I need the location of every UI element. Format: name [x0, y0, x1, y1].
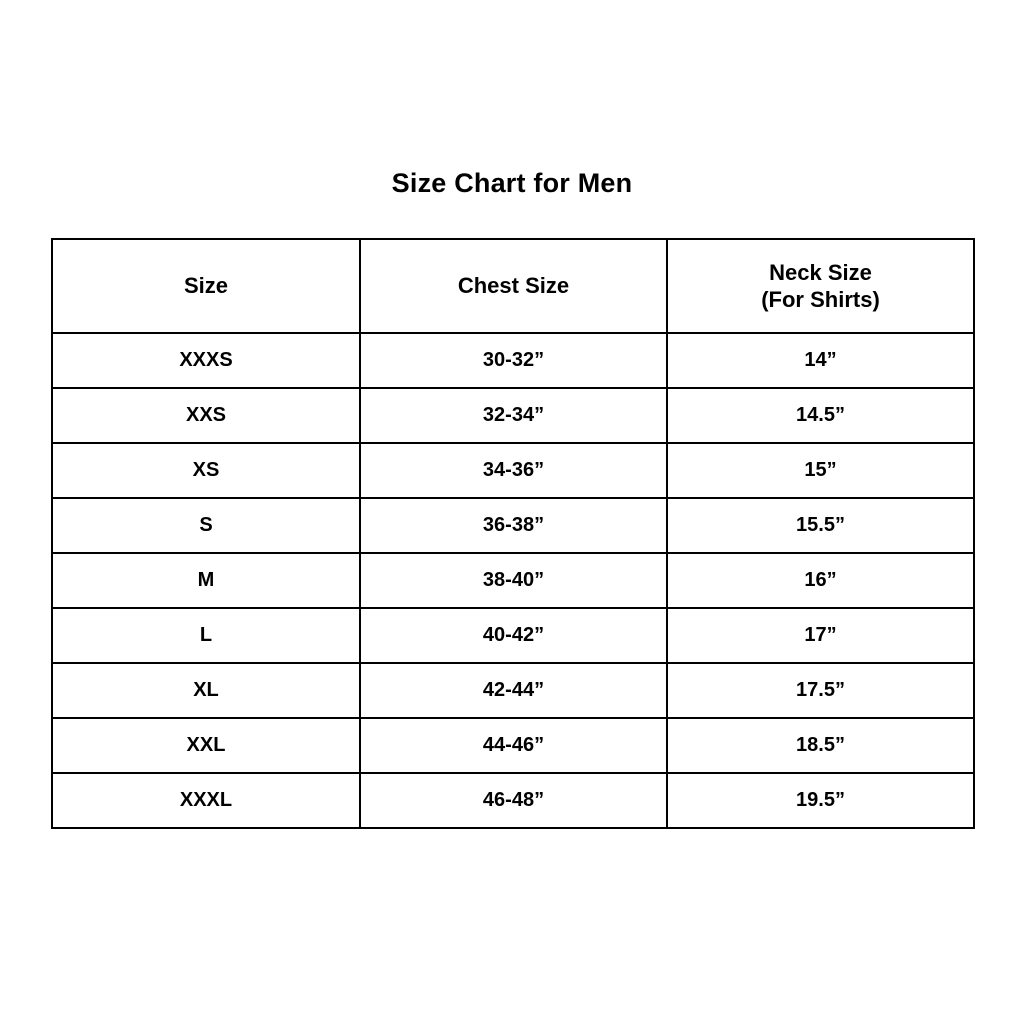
cell-size: XS	[52, 443, 360, 498]
cell-chest: 30-32”	[360, 333, 667, 388]
cell-size: L	[52, 608, 360, 663]
cell-neck: 14”	[667, 333, 974, 388]
cell-chest: 36-38”	[360, 498, 667, 553]
column-header-size-label: Size	[183, 273, 229, 299]
column-header-size	[52, 239, 360, 333]
cell-size: M	[52, 553, 360, 608]
cell-size: XL	[52, 663, 360, 718]
cell-chest: 32-34”	[360, 388, 667, 443]
cell-neck: 16”	[667, 553, 974, 608]
cell-neck: 17.5”	[667, 663, 974, 718]
cell-chest: 46-48”	[360, 773, 667, 828]
column-header-neck-label: Neck Size	[769, 259, 872, 285]
cell-size: XXXL	[52, 773, 360, 828]
cell-neck: 15”	[667, 443, 974, 498]
table-header-row	[52, 239, 974, 333]
table-row	[52, 443, 974, 498]
table-row	[52, 388, 974, 443]
column-header-neck	[667, 239, 974, 333]
cell-chest: 44-46”	[360, 718, 667, 773]
table-row	[52, 608, 974, 663]
cell-neck: 15.5”	[667, 498, 974, 553]
table-row	[52, 333, 974, 388]
cell-size: XXL	[52, 718, 360, 773]
table-row	[52, 663, 974, 718]
cell-neck: 17”	[667, 608, 974, 663]
cell-size: XXXS	[52, 333, 360, 388]
table-row	[52, 553, 974, 608]
table-row	[52, 498, 974, 553]
cell-size: S	[52, 498, 360, 553]
cell-neck: 18.5”	[667, 718, 974, 773]
table-row	[52, 718, 974, 773]
size-chart-table	[51, 238, 975, 829]
cell-chest: 40-42”	[360, 608, 667, 663]
cell-chest: 42-44”	[360, 663, 667, 718]
cell-size: XXS	[52, 388, 360, 443]
column-header-chest-label: Chest Size	[457, 273, 570, 299]
page-title: Size Chart for Men	[391, 168, 633, 198]
table-row	[52, 773, 974, 828]
cell-chest: 34-36”	[360, 443, 667, 498]
column-header-neck-sublabel: (For Shirts)	[761, 287, 880, 312]
cell-chest: 38-40”	[360, 553, 667, 608]
cell-neck: 14.5”	[667, 388, 974, 443]
cell-neck: 19.5”	[667, 773, 974, 828]
column-header-chest	[360, 239, 667, 333]
